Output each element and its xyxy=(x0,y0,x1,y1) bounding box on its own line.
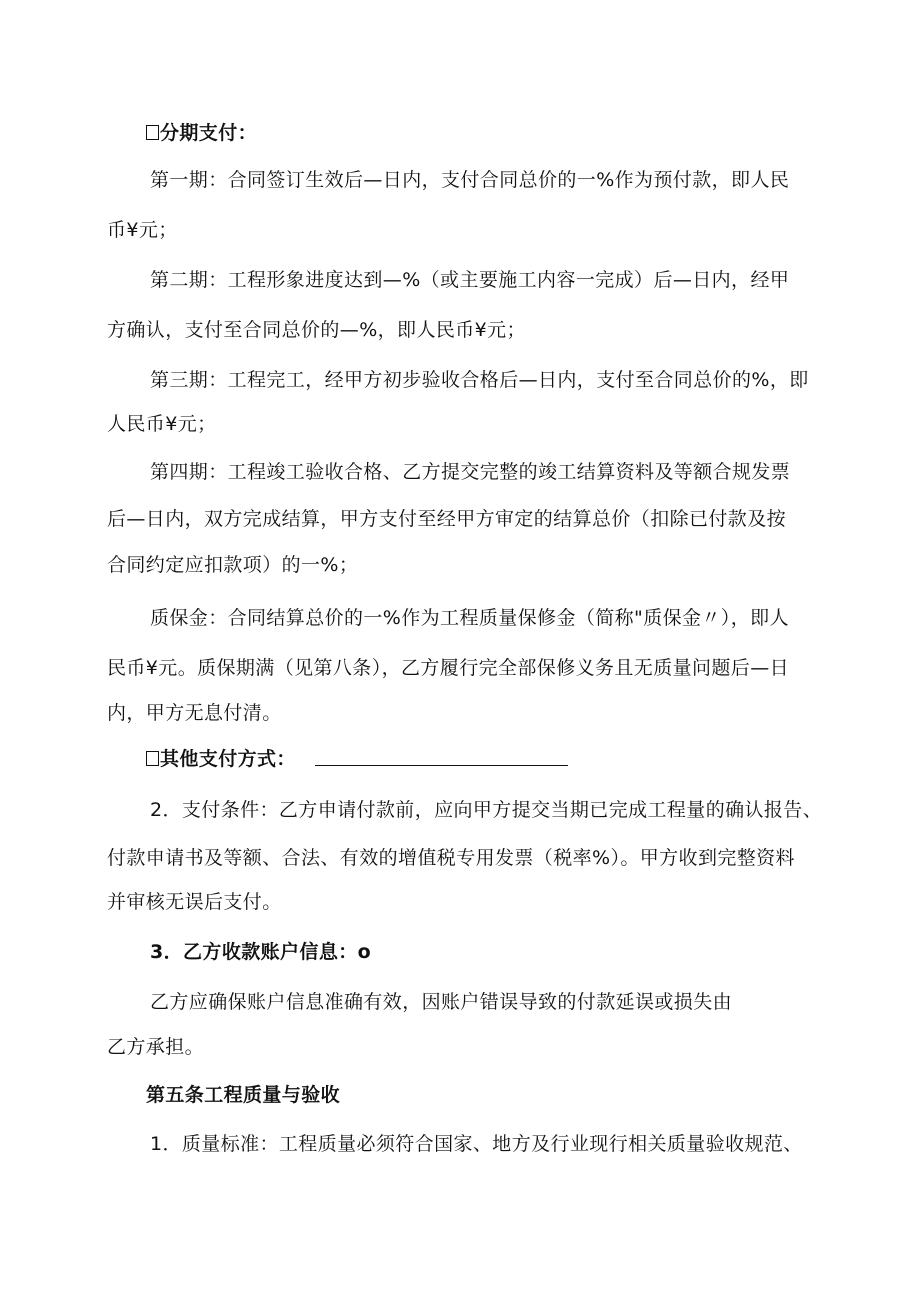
period4-line2: 后—日内，双方完成结算，甲方支付至经甲方审定的结算总价（扣除已付款及按 xyxy=(107,508,787,530)
account-info-line2: 乙方承担。 xyxy=(107,1036,205,1058)
other-payment-blank[interactable] xyxy=(315,765,568,766)
account-info-line1: 乙方应确保账户信息准确有效，因账户错误导致的付款延误或损失由 xyxy=(150,991,733,1013)
period3-line1: 第三期：工程完工，经甲方初步验收合格后—日内，支付至合同总价的%，即 xyxy=(150,369,809,391)
other-payment-heading-text: 其他支付方式： xyxy=(160,748,296,770)
retention-line3: 内，甲方无息付清。 xyxy=(107,702,282,724)
period4-line3: 合同约定应扣款项）的一%； xyxy=(107,554,359,576)
quality-standard-line1: 1．质量标准：工程质量必须符合国家、地方及行业现行相关质量验收规范、 xyxy=(150,1133,803,1155)
other-payment-heading xyxy=(146,746,296,772)
installment-checkbox[interactable] xyxy=(146,125,159,140)
retention-line2: 民币¥元。质保期满（见第八条），乙方履行完全部保修义务且无质量问题后—日 xyxy=(107,657,789,679)
period2-line2: 方确认，支付至合同总价的—%，即人民币¥元； xyxy=(107,319,526,341)
period1-line1: 第一期：合同签订生效后—日内，支付合同总价的一%作为预付款，即人民 xyxy=(150,169,790,191)
payment-condition-line1: 2．支付条件：乙方申请付款前，应向甲方提交当期已完成工程量的确认报告、 xyxy=(150,799,823,821)
installment-heading-text: 分期支付： xyxy=(160,122,258,144)
period3-line2: 人民币¥元； xyxy=(107,413,217,435)
installment-heading xyxy=(146,120,257,146)
payment-condition-line2: 付款申请书及等额、合法、有效的增值税专用发票（税率%）。甲方收到完整资料 xyxy=(107,847,795,869)
other-payment-checkbox[interactable] xyxy=(146,751,159,766)
article5-heading: 第五条工程质量与验收 xyxy=(146,1084,341,1106)
payment-condition-line3: 并审核无误后支付。 xyxy=(107,891,282,913)
period4-line1: 第四期：工程竣工验收合格、乙方提交完整的竣工结算资料及等额合规发票 xyxy=(150,461,791,483)
retention-line1: 质保金：合同结算总价的一%作为工程质量保修金（简称"质保金〃），即人 xyxy=(150,607,789,629)
account-info-heading: 3．乙方收款账户信息：o xyxy=(150,941,372,963)
period2-line1: 第二期：工程形象进度达到—%（或主要施工内容一完成）后—日内，经甲 xyxy=(150,269,790,291)
period1-line2: 币¥元； xyxy=(107,219,178,241)
